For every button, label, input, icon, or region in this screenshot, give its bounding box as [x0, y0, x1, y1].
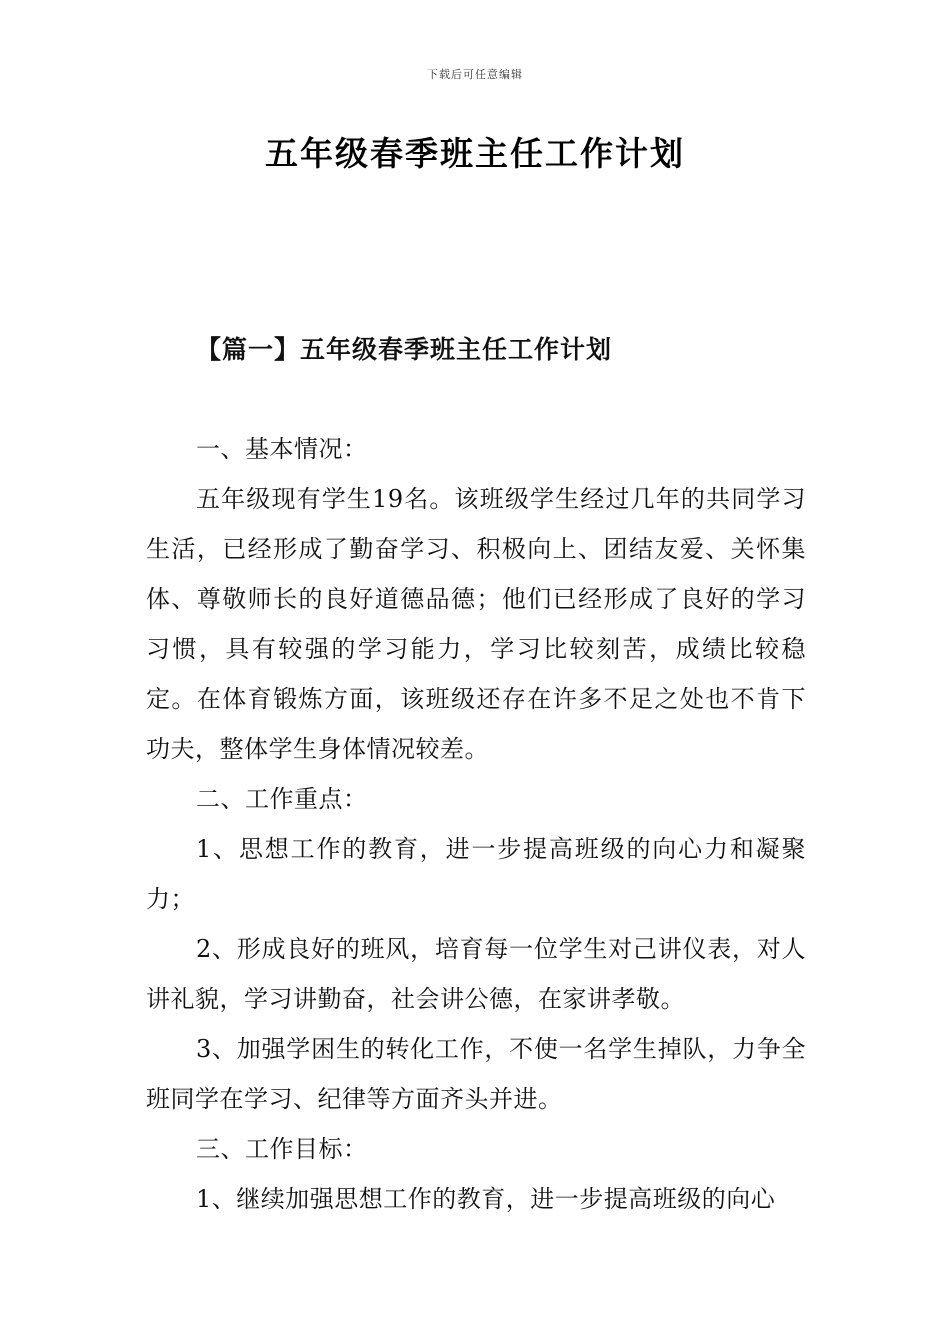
- heading-work-focus: 二、工作重点：: [196, 785, 368, 813]
- heading-work-goals: 三、工作目标：: [196, 1135, 368, 1163]
- document-body: [146, 424, 806, 1224]
- heading-basic-situation: 一、基本情况：: [196, 435, 368, 463]
- paragraph-goal-1: 1、继续加强思想工作的教育，进一步提高班级的向心: [196, 1185, 776, 1213]
- paragraph-focus-2: 2、形成良好的班风，培育每一位学生对己讲仪表，对人讲礼貌，学习讲勤奋，社会讲公德，在家讲孝敬。: [146, 935, 806, 1013]
- paragraph-focus-3: 3、加强学困生的转化工作，不使一名学生掉队，力争全班同学在学习、纪律等方面齐头并进。: [146, 1035, 806, 1113]
- paragraph-basic-situation: 五年级现有学生19名。该班级学生经过几年的共同学习生活，已经形成了勤奋学习、积极向上、团结友爱、关怀集体、尊敬师长的良好道德品德；他们已经形成了良好的学习习惯，具有较强的学习能力，学习比较刻苦，成绩比较稳定。在体育锻炼方面，该班级还存在许多不足之处也不肯下功夫，整体学生身体情况较差。: [146, 485, 806, 763]
- document-title: 五年级春季班主任工作计划: [265, 134, 685, 173]
- paragraph-focus-1: 1、思想工作的教育，进一步提高班级的向心力和凝聚力；: [146, 835, 806, 913]
- header-note: 下载后可任意编辑: [427, 68, 523, 81]
- section-title: 【篇一】五年级春季班主任工作计划: [196, 335, 613, 364]
